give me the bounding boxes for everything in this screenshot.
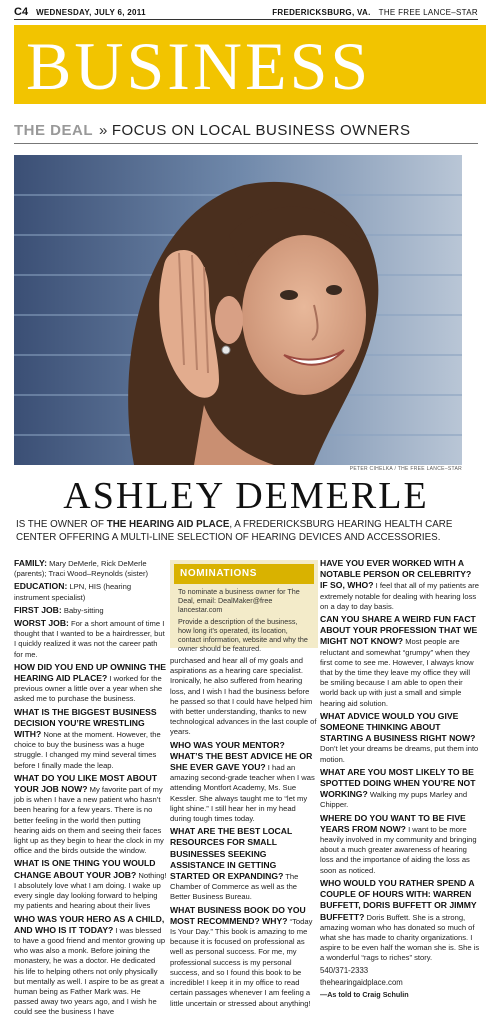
paper-name: THE FREE LANCE–STAR bbox=[378, 7, 478, 17]
qa-continued: purchased and hear all of my goals and aspirations as a hearing care specialist. Ironically, he also suffered from hearing loss, and I wish I had the business before he passed so that I could have helped him with better understanding, thanks to new technological advances in the last couple of years. bbox=[170, 656, 317, 737]
qa-item: CAN YOU SHARE A WEIRD FUN FACT ABOUT YOUR PROFESSION THAT WE MIGHT NOT KNOW? Most people are reluctant and somewhat “grumpy” when they first come to see me. However, I always know that by the time they leave my office they will be smiling because I am able to open their world back up with just a small and simple hearing aid solution. bbox=[320, 614, 478, 708]
nominations-heading: NOMINATIONS bbox=[174, 564, 314, 584]
fact-first-job: FIRST JOB: Baby-sitting bbox=[14, 604, 104, 615]
column-3 bbox=[320, 558, 480, 1002]
deal-label: THE DEAL bbox=[14, 122, 93, 139]
qa-item: WHAT IS ONE THING YOU WOULD CHANGE ABOUT YOUR JOB? Nothing! I absolutely love what I am doing. I wake up every single day looking forward to helping my patients and hearing about their lives bbox=[14, 858, 167, 911]
business-phone: 540/371-2333 bbox=[320, 965, 369, 975]
business-website: thehearingaidplace.com bbox=[320, 977, 403, 987]
fact-family: FAMILY: Mary DeMerle, Rick DeMerle (parents); Traci Wood–Reynolds (sister) bbox=[14, 558, 149, 579]
folio-divider bbox=[14, 19, 478, 20]
nominations-text bbox=[170, 584, 318, 653]
business-name: THE HEARING AID PLACE bbox=[106, 519, 230, 530]
qa-item: WHAT BUSINESS BOOK DO YOU MOST RECOMMEND? WHY? “Today Is Your Day.” This book is amazing to me because it is focused on professional as well as personal success. For me, my professional success is my personal success, and so I found this book to be incredible! I keep it in my office to read certain passages whenever I am feeling a little uncertain or stressed about anything! bbox=[170, 904, 313, 1008]
deal-divider bbox=[14, 143, 478, 144]
photo-credit: PETER CIHELKA / THE FREE LANCE–STAR bbox=[349, 466, 462, 472]
qa-item: WHO WAS YOUR MENTOR? WHAT’S THE BEST ADVICE HE OR SHE EVER GAVE YOU? I had an amazing second-grade teacher when I was attending Montfort Academy, Ms. Sue Kessler. She always taught me to “let my light shine.” I still hear her in my head during tough times today. bbox=[170, 739, 315, 824]
qa-item: WHAT ARE YOU MOST LIKELY TO BE SPOTTED DOING WHEN YOU’RE NOT WORKING? Walking my pups Marley and Chipper. bbox=[320, 766, 476, 810]
profile-name: ASHLEY DEMERLE bbox=[63, 475, 429, 517]
byline: —As told to Craig Schulin bbox=[320, 989, 409, 999]
qa-item: WHAT ARE THE BEST LOCAL RESOURCES FOR SMALL BUSINESSES SEEKING ASSISTANCE IN GETTING STARTED OR EXPANDING? The Chamber of Commerce as well as the Better Business Bureau. bbox=[170, 826, 299, 902]
qa-item: WHO WOULD YOU RATHER SPEND A COUPLE OF HOURS WITH: WARREN BUFFETT, DORIS BUFFETT OR JIMMY BUFFETT? Doris Buffett. She is a strong, amazing woman who has donated so much of what she has made to charity organizations. I aspire to be even half the woman she is. She is a wonderful “rags to riches” story. bbox=[320, 877, 480, 963]
section-banner bbox=[14, 25, 486, 104]
portrait-photo bbox=[14, 155, 462, 465]
qa-item: WHAT DO YOU LIKE MOST ABOUT YOUR JOB NOW? My favorite part of my job is when I have a new patient who hasn’t been hearing for a few years. There is no better feeling in the world then putting hearing aids on them and seeing their faces light up as they begin to hear the clock in my office and the birds outside the window. bbox=[14, 772, 164, 856]
column-2 bbox=[170, 656, 318, 1011]
page-number: C4 bbox=[14, 6, 29, 18]
deal-arrows: » bbox=[99, 122, 108, 139]
intro-suffix: , A FREDERICKSBURG HEARING HEALTH CARE CENTER OFFERING A MULTI-LINE SELECTION OF HEARING DEVICES AND ACCESSORIES. bbox=[16, 519, 453, 543]
nominations-instructions: Provide a description of the business, how long it’s operated, its location, contact information, website and why the owner should be featured. bbox=[178, 617, 308, 653]
qa-item: WHERE DO YOU WANT TO BE FIVE YEARS FROM NOW? I want to be more heavily involved in my community and bringing about a much greater awareness of hearing loss and the importance of aiding the loss as soon as noticed. bbox=[320, 812, 477, 875]
nominations-email-text: To nominate a business owner for The Deal, email: DealMaker@free lancestar.com bbox=[178, 587, 300, 614]
page-folio bbox=[14, 5, 478, 19]
profile-intro bbox=[16, 518, 476, 544]
qa-item: HAVE YOU EVER WORKED WITH A NOTABLE PERSON OR CELEBRITY? IF SO, WHO? I feel that all of my patients are extremely notable for dealing with hearing loss on a day to day basis. bbox=[320, 558, 480, 611]
fact-education: EDUCATION: LPN, HIS (hearing instrument specialist) bbox=[14, 581, 132, 602]
qa-item: WHAT IS THE BIGGEST BUSINESS DECISION YOU’RE WRESTLING WITH? None at the moment. However, the choice to buy the business was a huge struggle. I changed my mind several times before I finally made the leap. bbox=[14, 706, 161, 770]
fact-worst-job: WORST JOB: For a short amount of time I thought that I wanted to be a hairdresser, but I quickly realized it was not the career path for me. bbox=[14, 618, 165, 659]
nominations-box bbox=[170, 560, 318, 653]
qa-item: HOW DID YOU END UP OWNING THE HEARING AID PLACE? I worked for the previous owner a little over a year when she asked me to purchase the business. bbox=[14, 661, 166, 704]
issue-date: WEDNESDAY, JULY 6, 2011 bbox=[36, 7, 146, 17]
intro-prefix: IS THE OWNER OF bbox=[16, 519, 107, 530]
column-1 bbox=[14, 558, 167, 1020]
deal-header bbox=[14, 122, 411, 139]
dateline-city: FREDERICKSBURG, VA. bbox=[272, 7, 371, 17]
qa-item: WHAT ADVICE WOULD YOU GIVE SOMEONE THINKING ABOUT STARTING A BUSINESS RIGHT NOW? Don’t let your dreams be dreams, put them into motion. bbox=[320, 710, 479, 764]
qa-item: WHO WAS YOUR HERO AS A CHILD, AND WHO IS IT TODAY? I was blessed to have a good friend and mentor growing up who was also a monk. Before joining the monastery, he was a doctor. He dedicated his life to helping others not only physically but mentally as well. I aspire to be as great a human being as Father Mark was. He passed away two years ago, and I wish he could see the business I have bbox=[14, 913, 166, 1017]
section-title: BUSINESS bbox=[26, 28, 372, 104]
deal-title: FOCUS ON LOCAL BUSINESS OWNERS bbox=[111, 122, 411, 139]
